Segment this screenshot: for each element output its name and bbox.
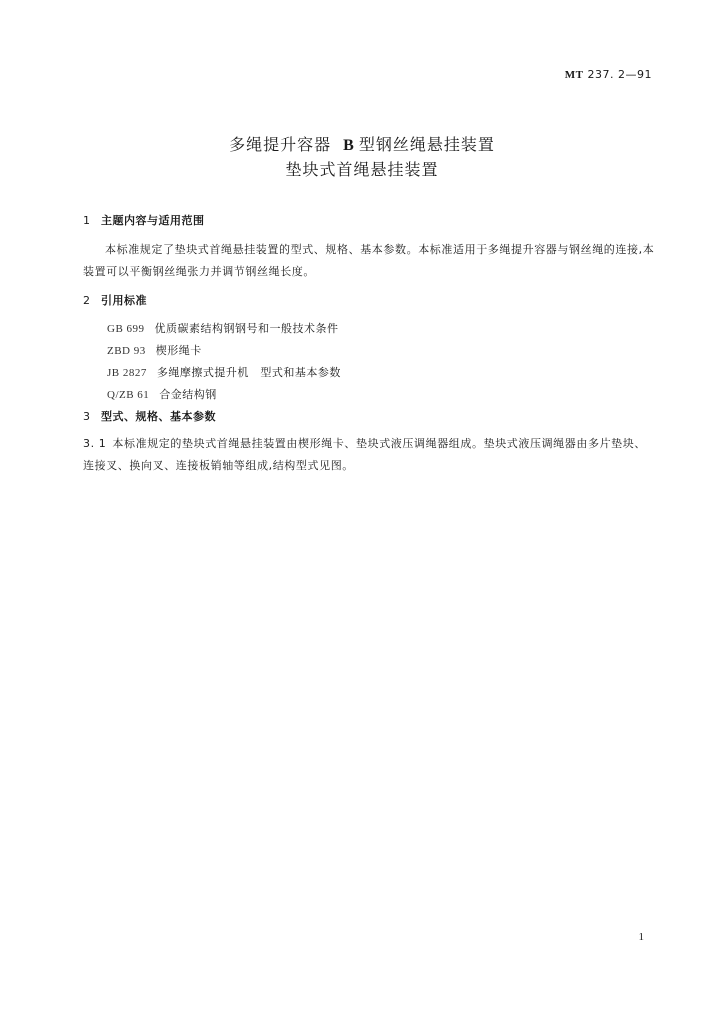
title-line-1 (0, 133, 724, 158)
reference-code: GB 699 (107, 323, 145, 335)
section-2-title: 引用标准 (101, 294, 147, 307)
reference-code: JB 2827 (107, 367, 147, 379)
section-3-number: 3 (83, 410, 91, 423)
document-title (0, 133, 724, 182)
reference-title: 楔形绳卡 (155, 344, 202, 357)
title-type-letter: B (343, 137, 355, 154)
reference-list (107, 318, 341, 406)
title-line-2: 垫块式首绳悬挂装置 (285, 160, 439, 179)
reference-title: 合金结构钢 (159, 388, 217, 401)
section-1-number: 1 (83, 214, 91, 227)
reference-item (107, 318, 341, 340)
reference-code: Q/ZB 61 (107, 389, 150, 401)
page-number: 1 (638, 931, 644, 943)
standard-number: 237. 2—91 (587, 68, 652, 81)
section-2-number: 2 (83, 294, 91, 307)
reference-item (107, 340, 341, 362)
section-1-heading (83, 212, 205, 228)
reference-item (107, 362, 341, 384)
reference-item (107, 384, 341, 406)
section-1-title: 主题内容与适用范围 (101, 214, 205, 227)
standard-prefix: MT (564, 69, 584, 81)
clause-number: 3. 1 (83, 437, 107, 450)
reference-title: 多绳摩擦式提升机 型式和基本参数 (156, 366, 341, 379)
section-2-heading (83, 292, 147, 308)
clause-3-1-text: 本标准规定的垫块式首绳悬挂装置由楔形绳卡、垫块式液压调绳器组成。垫块式液压调绳器由多片垫块、连接叉、换向叉、连接板销轴等组成,结构型式见图。 (83, 437, 646, 472)
reference-title: 优质碳素结构钢钢号和一般技术条件 (154, 322, 339, 335)
clause-3-1 (83, 433, 655, 477)
title-line-1-part1: 多绳提升容器 (229, 135, 332, 154)
title-line-1-part2: 型钢丝绳悬挂装置 (358, 135, 495, 154)
section-3-title: 型式、规格、基本参数 (101, 410, 216, 423)
section-1-text: 本标准规定了垫块式首绳悬挂装置的型式、规格、基本参数。本标准适用于多绳提升容器与钢丝绳的连接,本装置可以平衡钢丝绳张力并调节钢丝绳长度。 (83, 243, 655, 278)
section-1-body (83, 239, 655, 283)
standard-code (565, 68, 652, 81)
section-3-heading (83, 408, 216, 424)
reference-code: ZBD 93 (107, 345, 146, 357)
